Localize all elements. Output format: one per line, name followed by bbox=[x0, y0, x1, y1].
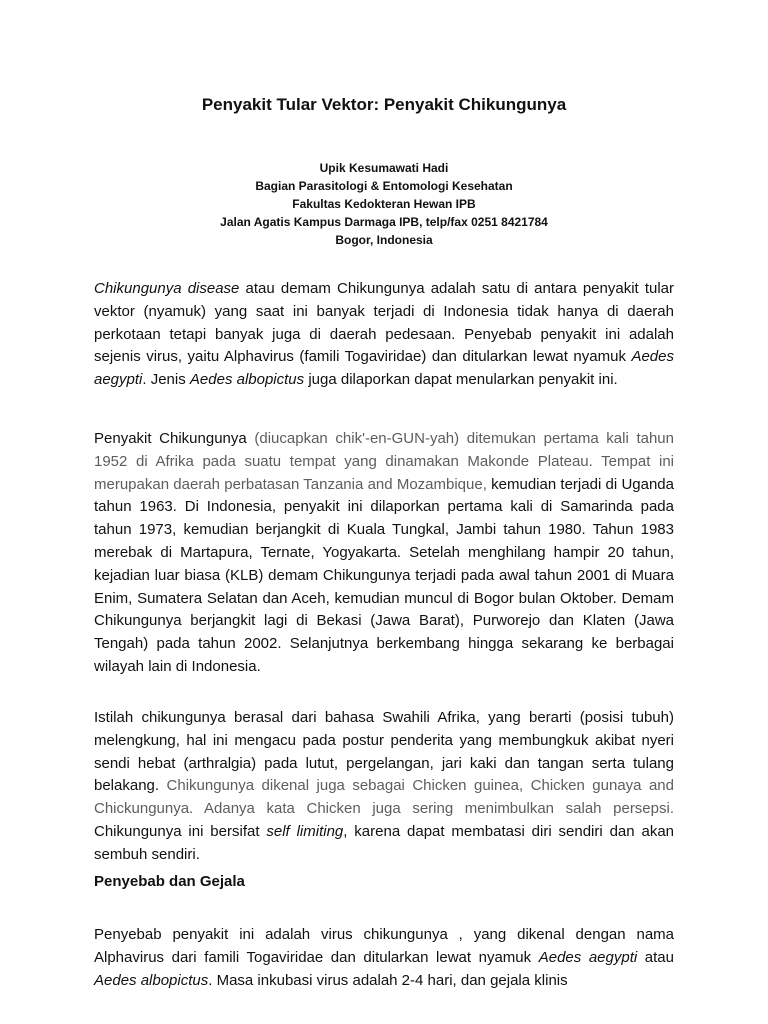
document-title: Penyakit Tular Vektor: Penyakit Chikungunya bbox=[201, 95, 567, 114]
paragraph-causes-part-5: . Masa inkubasi virus adalah 2-4 hari, dan gejala klinis bbox=[208, 971, 568, 989]
author-city: Bogor, Indonesia bbox=[335, 233, 433, 247]
paragraph-intro-part-3: Aedes aegypti bbox=[94, 348, 674, 389]
author-address: Jalan Agatis Kampus Darmaga IPB, telp/fax 0251 8421784 bbox=[220, 215, 548, 229]
paragraph-etymology-part-2: Chikungunya dikenal juga sebagai Chicken guinea, Chicken gunaya and Chickungunya. Adanya kata Chicken juga sering menimbulkan salah persepsi. bbox=[94, 777, 674, 818]
author-department: Bagian Parasitologi & Entomologi Kesehatan bbox=[255, 179, 513, 193]
paragraph-etymology-part-3: Chikungunya ini bersifat bbox=[94, 822, 267, 840]
paragraph-etymology-part-4: self limiting bbox=[266, 822, 344, 840]
author-block bbox=[0, 159, 768, 249]
section-heading: Penyebab dan Gejala bbox=[94, 873, 245, 890]
paragraph-history-part-1: Penyakit Chikungunya bbox=[94, 430, 255, 447]
paragraph-etymology bbox=[94, 707, 674, 867]
paragraph-intro-part-1: Chikungunya disease bbox=[94, 280, 240, 297]
author-faculty: Fakultas Kedokteran Hewan IPB bbox=[292, 197, 476, 211]
paragraph-causes bbox=[94, 924, 674, 992]
paragraph-causes-part-3: atau bbox=[637, 948, 674, 966]
paragraph-etymology-part-1: Istilah chikungunya berasal dari bahasa Swahili Afrika, yang berarti (posisi tubuh) melengkung, hal ini mengacu pada postur penderita yang membungkuk akibat nyeri sendi hebat (arthralgia) pada lutut, pergelangan, jari kaki dan tangan serta tulang belakang. bbox=[94, 709, 674, 795]
paragraph-intro-part-5: Aedes albopictus bbox=[189, 371, 305, 389]
paragraph-intro-part-6: juga dilaporkan dapat menularkan penyakit ini. bbox=[304, 371, 618, 389]
paragraph-intro-part-2: atau demam Chikungunya adalah satu di antara penyakit tular vektor (nyamuk) yang saat ini banyak terjadi di Indonesia tidak hanya di daerah perkotaan tetapi banyak juga di daerah pedesaan. Penyebab penyakit ini adalah sejenis virus, yaitu Alphavirus (famili Togaviridae) dan ditularkan lewat nyamuk bbox=[94, 280, 674, 366]
paragraph-causes-part-2: Aedes aegypti bbox=[538, 948, 638, 966]
paragraph-history-part-2: (diucapkan chik'-en-GUN-yah) ditemukan pertama kali tahun 1952 di Afrika pada suatu tempat yang dinamakan Makonde Plateau. Tempat ini merupakan daerah perbatasan Tanzania and Mozambique, bbox=[94, 430, 674, 493]
paragraph-causes-part-4: Aedes albopictus bbox=[94, 971, 209, 989]
paragraph-history bbox=[94, 428, 674, 679]
paragraph-causes-part-1: Penyebab penyakit ini adalah virus chikungunya , yang dikenal dengan nama Alphavirus dari famili Togaviridae dan ditularkan lewat nyamuk bbox=[94, 926, 674, 966]
paragraph-intro bbox=[94, 278, 674, 392]
paragraph-etymology-part-5: , karena dapat membatasi diri sendiri dan akan sembuh sendiri. bbox=[94, 822, 675, 863]
paragraph-intro-part-4: . Jenis bbox=[142, 371, 190, 389]
author-name: Upik Kesumawati Hadi bbox=[319, 161, 449, 175]
paragraph-history-part-3: kemudian terjadi di Uganda tahun 1963. Di Indonesia, penyakit ini dilaporkan pertama kali di Samarinda pada tahun 1973, kemudian berjangkit di Kuala Tungkal, Jambi tahun 1980. Tahun 1983 merebak di Martapura, Ternate, Yogyakarta. Setelah menghilang hampir 20 tahun, kejadian luar biasa (KLB) demam Chikungunya terjadi pada awal tahun 2001 di Muara Enim, Sumatera Selatan dan Aceh, kemudian muncul di Bogor bulan Oktober. Demam Chikungunya berjangkit lagi di Bekasi (Jawa Barat), Purworejo dan Klaten (Jawa Tengah) pada tahun 2002. Selanjutnya berkembang hingga sekarang ke berbagai wilayah lain di Indonesia. bbox=[94, 475, 674, 675]
